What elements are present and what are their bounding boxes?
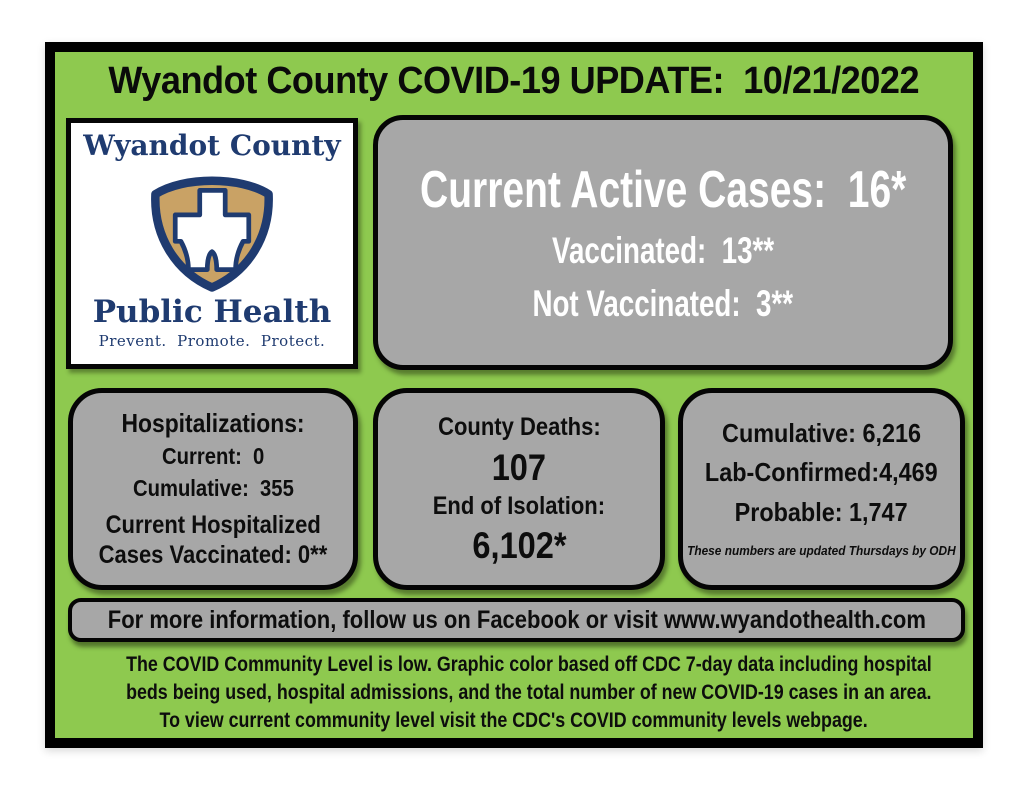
info-bar-text: For more information, follow us on Facebook or visit www.wyandothealth.com	[107, 605, 926, 634]
county-deaths-value	[488, 446, 550, 488]
shield-cross-icon	[138, 164, 286, 296]
hospitalizations-heading	[109, 409, 317, 439]
active-cases-panel	[373, 115, 953, 370]
totals-cumulative-text: Cumulative: 6,216	[722, 418, 921, 449]
active-cases-not-vaccinated-text: Not Vaccinated: 3**	[532, 282, 794, 324]
totals-probable-text: Probable: 1,747	[735, 496, 908, 527]
hospitalizations-current	[155, 442, 271, 471]
end-of-isolation-value	[466, 527, 573, 564]
logo-tagline: Prevent. Promote. Protect.	[98, 332, 326, 351]
case-totals-panel	[678, 388, 965, 590]
totals-cumulative	[711, 420, 932, 447]
hospitalizations-heading-text: Hospitalizations:	[121, 408, 305, 439]
logo-org-name-bottom: Public Health	[92, 293, 332, 330]
county-deaths-label-text: County Deaths:	[437, 413, 601, 441]
end-of-isolation-label-text: End of Isolation:	[432, 491, 606, 520]
active-cases-not-vaccinated	[489, 282, 837, 324]
poster-title-text: Wyandot County COVID-19 UPDATE: 10/21/2022	[108, 60, 920, 102]
totals-footnote	[680, 544, 963, 558]
hospitalized-vaccinated-line2-text: Cases Vaccinated: 0**	[98, 540, 328, 569]
hospitalizations-cumulative-text: Cumulative: 355	[132, 474, 294, 501]
community-level-line1	[55, 651, 973, 679]
active-cases-heading-text: Current Active Cases: 16*	[419, 160, 907, 219]
active-cases-heading	[339, 160, 987, 219]
hospitalized-vaccinated-line2	[83, 542, 343, 569]
hospitalizations-current-text: Current: 0	[161, 443, 265, 470]
info-bar	[68, 598, 965, 642]
active-cases-vaccinated-text: Vaccinated: 13**	[551, 229, 775, 271]
hospitalizations-panel	[68, 388, 358, 590]
deaths-isolation-panel	[373, 388, 665, 590]
community-level-line2-text: beds being used, hospital admissions, and the total number of new COVID-19 cases in an area.	[126, 681, 932, 704]
end-of-isolation-value-text: 6,102*	[471, 525, 567, 566]
poster-frame	[45, 42, 983, 748]
county-deaths-value-text: 107	[491, 446, 547, 488]
hospitalized-vaccinated-line1-text: Current Hospitalized	[105, 510, 321, 539]
community-level-note	[55, 651, 973, 735]
hospitalized-vaccinated-line1	[91, 512, 335, 539]
community-level-line3	[55, 707, 973, 735]
logo-org-name-top: Wyandot County	[83, 129, 341, 162]
hospitalizations-cumulative	[122, 474, 305, 503]
active-cases-vaccinated	[515, 229, 811, 271]
totals-lab-confirmed-text: Lab-Confirmed:4,469	[705, 457, 938, 488]
totals-lab-confirmed	[692, 459, 951, 486]
end-of-isolation-label	[421, 493, 617, 521]
logo-panel	[66, 118, 358, 369]
community-level-line2	[55, 679, 973, 707]
totals-footnote-text: These numbers are updated Thursdays by ODH	[687, 543, 956, 558]
poster-title	[55, 60, 973, 103]
community-level-line1-text: The COVID Community Level is low. Graphic color based off CDC 7-day data including hospital	[126, 653, 932, 676]
county-deaths-label	[427, 414, 612, 442]
community-level-line3-text: To view current community level visit the CDC's COVID community levels webpage.	[159, 709, 869, 732]
totals-probable	[725, 496, 917, 527]
